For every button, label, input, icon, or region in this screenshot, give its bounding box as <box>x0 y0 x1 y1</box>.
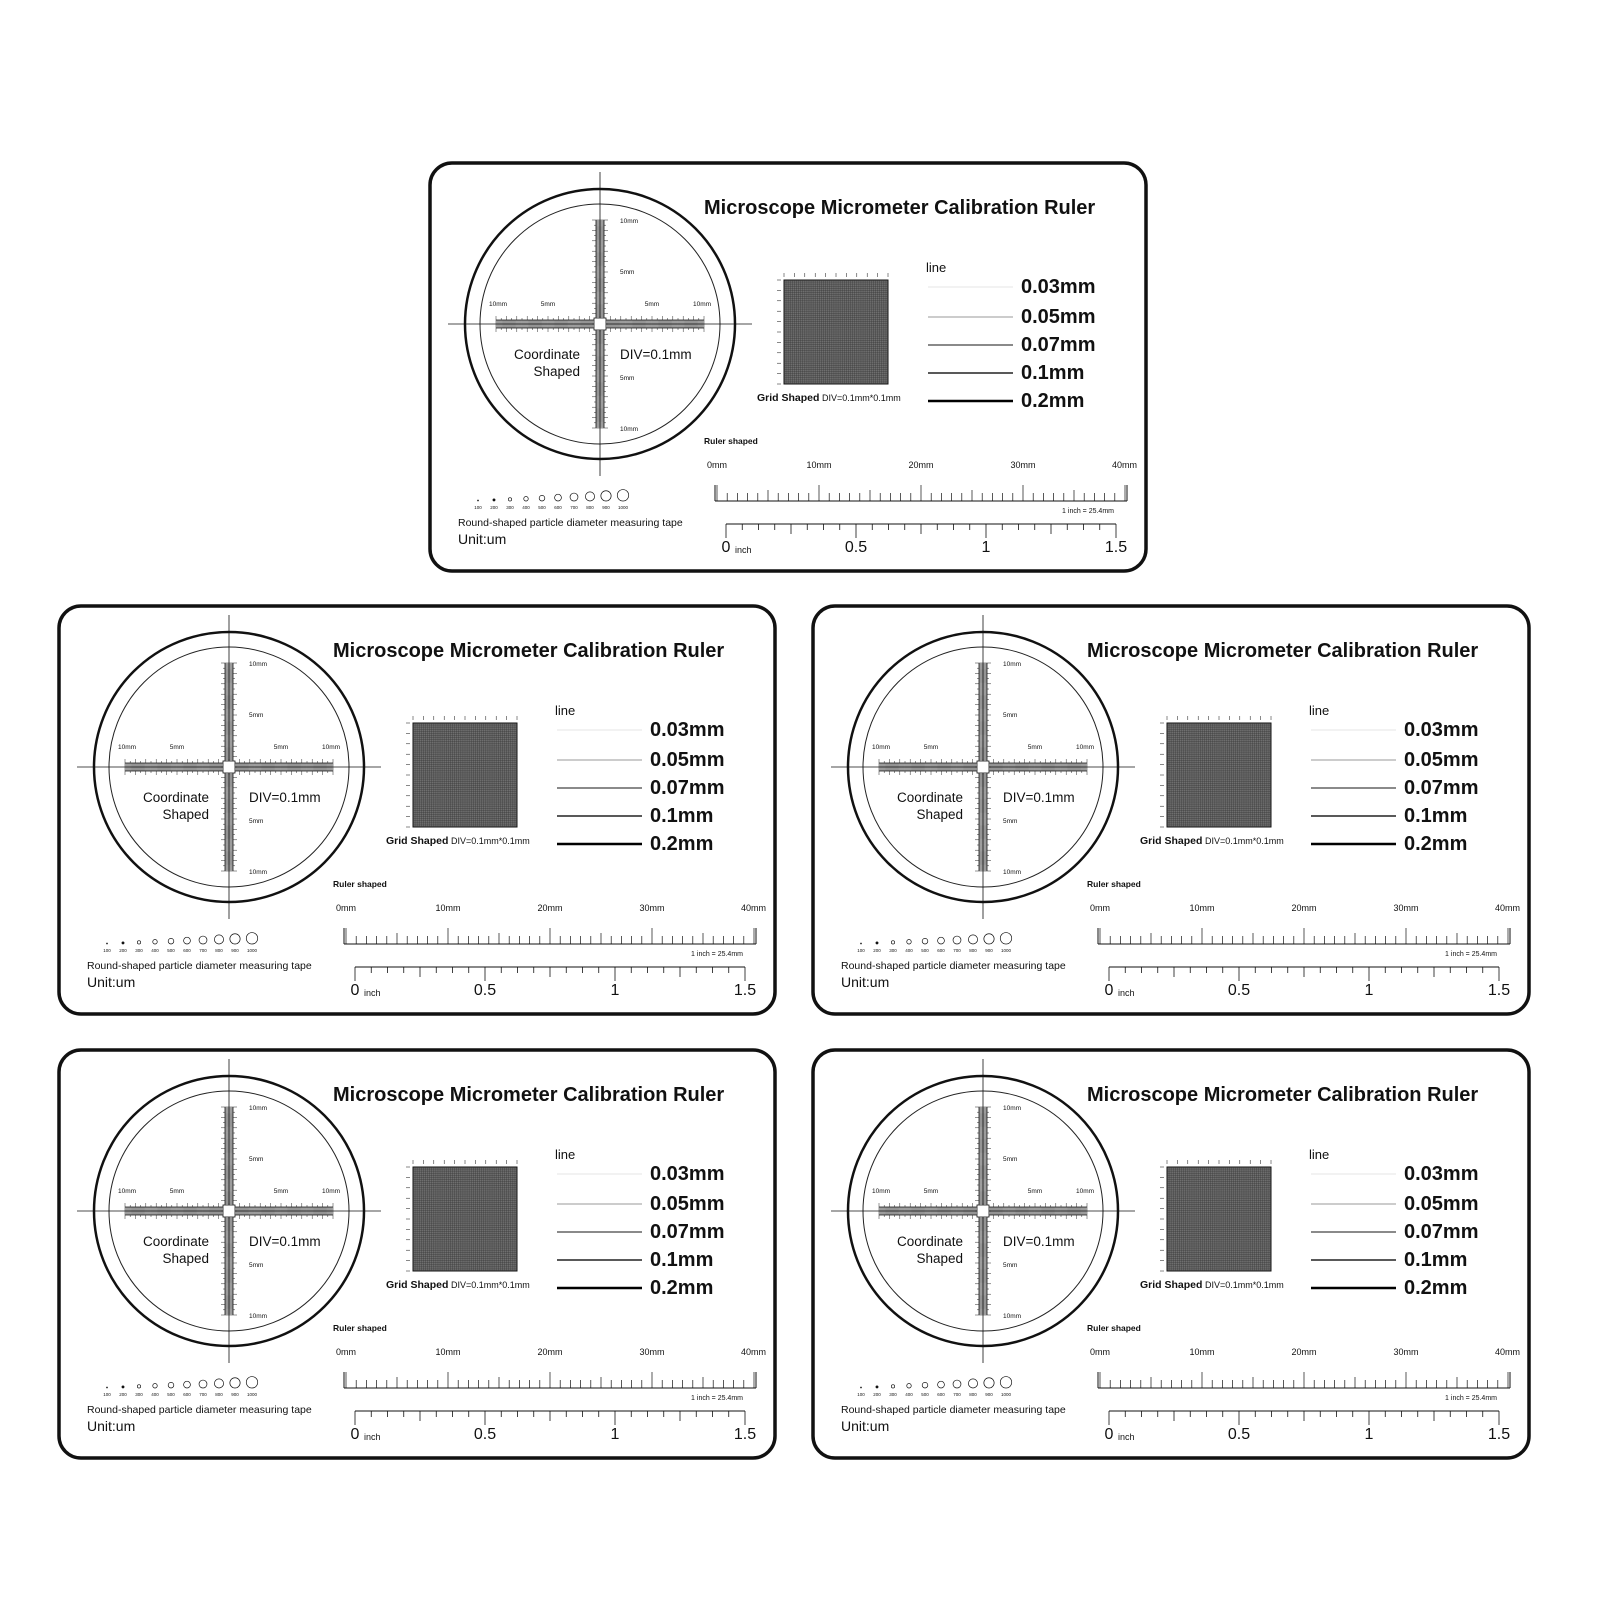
line-width-label: 0.2mm <box>1404 833 1468 855</box>
line-width-label: 0.1mm <box>1021 362 1085 384</box>
v-scale-label: 10mm <box>249 1313 268 1320</box>
inch-unit-label: inch <box>1118 988 1135 998</box>
h-scale-label: 10mm <box>692 301 712 308</box>
particle-size-label: 300 <box>135 1392 143 1397</box>
h-scale-label: 10mm <box>117 744 137 751</box>
shaped-label: Shaped <box>916 807 963 822</box>
line-width-label: 0.05mm <box>650 749 725 771</box>
coordinate-label: Coordinate <box>142 1234 209 1249</box>
calibration-card-1 <box>430 163 1146 571</box>
particle-unit-label: Unit:um <box>841 1418 890 1434</box>
line-heading: line <box>1309 703 1330 718</box>
inch-note: 1 inch = 25.4mm <box>691 951 743 958</box>
particle-tape-label: Round-shaped particle diameter measuring tape <box>87 1404 312 1416</box>
v-scale-label: 5mm <box>249 1156 264 1163</box>
coordinate-label: Coordinate <box>142 790 209 805</box>
line-width-label: 0.03mm <box>1404 719 1479 741</box>
line-width-label: 0.03mm <box>650 719 725 741</box>
particle-size-label: 200 <box>873 948 881 953</box>
mm-ruler-label: 20mm <box>537 903 563 913</box>
v-scale-label: 5mm <box>249 818 264 825</box>
inch-note: 1 inch = 25.4mm <box>1062 508 1114 515</box>
particle-circle <box>861 943 862 944</box>
card-title: Microscope Micrometer Calibration Ruler <box>333 1084 725 1106</box>
line-width-label: 0.05mm <box>1021 306 1096 328</box>
particle-size-label: 400 <box>905 948 913 953</box>
line-width-label: 0.05mm <box>1404 1193 1479 1215</box>
line-width-label: 0.2mm <box>1021 390 1085 412</box>
v-scale-label: 10mm <box>249 1105 268 1112</box>
particle-size-label: 600 <box>937 1392 945 1397</box>
particle-size-label: 700 <box>199 1392 207 1397</box>
line-width-label: 0.1mm <box>650 805 714 827</box>
inch-unit-label: inch <box>364 1432 381 1442</box>
h-scale-label: 10mm <box>1075 744 1095 751</box>
v-scale-label: 10mm <box>249 869 268 876</box>
inch-ruler-label: 1 <box>981 539 991 556</box>
mm-ruler-label: 30mm <box>639 903 665 913</box>
particle-circle <box>478 500 479 501</box>
particle-size-label: 900 <box>231 948 239 953</box>
particle-size-label: 300 <box>889 948 897 953</box>
particle-size-label: 800 <box>215 948 223 953</box>
mm-ruler-label: 30mm <box>1393 1347 1419 1357</box>
particle-tape-label: Round-shaped particle diameter measuring tape <box>841 960 1066 972</box>
mm-ruler-label: 40mm <box>1494 1347 1520 1357</box>
particle-size-label: 700 <box>953 1392 961 1397</box>
shaped-label: Shaped <box>162 807 209 822</box>
particle-circle <box>493 499 495 501</box>
h-scale-label: 5mm <box>273 1188 289 1195</box>
v-scale-label: 10mm <box>620 218 639 225</box>
center-box <box>977 761 989 773</box>
h-scale-label: 5mm <box>169 744 185 751</box>
particle-size-label: 700 <box>570 505 578 510</box>
inch-ruler-label: 0 <box>721 539 731 556</box>
line-width-label: 0.07mm <box>650 777 725 799</box>
inch-ruler-label: 1.5 <box>1104 539 1128 556</box>
particle-size-label: 100 <box>857 1392 865 1397</box>
particle-size-label: 400 <box>151 948 159 953</box>
line-width-label: 0.05mm <box>1404 749 1479 771</box>
shaped-label: Shaped <box>533 364 580 379</box>
inch-ruler-label: 1.5 <box>1487 982 1511 999</box>
particle-size-label: 800 <box>969 948 977 953</box>
calibration-card-3 <box>813 606 1529 1014</box>
h-scale-label: 5mm <box>923 744 939 751</box>
line-heading: line <box>555 1147 576 1162</box>
grid-shaped-label: Grid Shaped <box>386 835 449 847</box>
inch-unit-label: inch <box>735 545 752 555</box>
particle-size-label: 800 <box>969 1392 977 1397</box>
grid-shaped-label: Grid Shaped <box>1140 1279 1203 1291</box>
particle-circle <box>107 1387 108 1388</box>
v-scale-label: 5mm <box>1003 712 1018 719</box>
particle-size-label: 300 <box>889 1392 897 1397</box>
particle-size-label: 600 <box>554 505 562 510</box>
v-scale-label: 10mm <box>620 426 639 433</box>
particle-size-label: 1000 <box>1000 948 1012 953</box>
v-scale-label: 5mm <box>1003 1156 1018 1163</box>
grid-div-label: DIV=0.1mm*0.1mm <box>1205 1280 1284 1290</box>
shaped-label: Shaped <box>916 1251 963 1266</box>
mm-ruler-label: 10mm <box>435 1347 461 1357</box>
ruler-shaped-label: Ruler shaped <box>333 879 387 889</box>
particle-size-label: 1000 <box>1000 1392 1012 1397</box>
h-scale-label: 5mm <box>1027 744 1043 751</box>
line-width-label: 0.05mm <box>650 1193 725 1215</box>
particle-size-label: 200 <box>490 505 498 510</box>
coordinate-div-label: DIV=0.1mm <box>249 1234 321 1249</box>
coordinate-div-label: DIV=0.1mm <box>1003 1234 1075 1249</box>
inch-ruler-label: 1.5 <box>733 982 757 999</box>
inch-note: 1 inch = 25.4mm <box>691 1395 743 1402</box>
particle-size-label: 100 <box>474 505 482 510</box>
particle-size-label: 1000 <box>617 505 629 510</box>
particle-tape-label: Round-shaped particle diameter measuring tape <box>87 960 312 972</box>
inch-note: 1 inch = 25.4mm <box>1445 951 1497 958</box>
h-scale-label: 10mm <box>488 301 508 308</box>
mm-ruler-label: 40mm <box>740 903 766 913</box>
inch-ruler-label: 1 <box>1364 982 1374 999</box>
mm-ruler-label: 10mm <box>1189 1347 1215 1357</box>
mm-ruler-label: 40mm <box>740 1347 766 1357</box>
inch-ruler-label: 1.5 <box>1487 1426 1511 1443</box>
particle-size-label: 500 <box>538 505 546 510</box>
h-scale-label: 5mm <box>1027 1188 1043 1195</box>
coordinate-label: Coordinate <box>513 347 580 362</box>
inch-ruler-label: 1 <box>610 982 620 999</box>
line-width-label: 0.1mm <box>1404 1249 1468 1271</box>
h-scale-label: 5mm <box>169 1188 185 1195</box>
center-box <box>977 1205 989 1217</box>
mm-ruler-label: 10mm <box>435 903 461 913</box>
particle-size-label: 700 <box>953 948 961 953</box>
particle-size-label: 100 <box>103 1392 111 1397</box>
shaped-label: Shaped <box>162 1251 209 1266</box>
v-scale-label: 10mm <box>249 661 268 668</box>
mm-ruler-label: 20mm <box>908 460 934 470</box>
particle-size-label: 800 <box>215 1392 223 1397</box>
v-scale-label: 5mm <box>620 269 635 276</box>
line-width-label: 0.03mm <box>1404 1163 1479 1185</box>
particle-size-label: 600 <box>937 948 945 953</box>
v-scale-label: 5mm <box>249 712 264 719</box>
grid-shaped-label: Grid Shaped <box>757 392 820 404</box>
center-box <box>223 761 235 773</box>
particle-size-label: 300 <box>506 505 514 510</box>
line-width-label: 0.07mm <box>1404 1221 1479 1243</box>
line-width-label: 0.07mm <box>1021 334 1096 356</box>
particle-size-label: 100 <box>103 948 111 953</box>
particle-circle <box>107 943 108 944</box>
inch-ruler-label: 0.5 <box>473 1426 497 1443</box>
particle-size-label: 200 <box>873 1392 881 1397</box>
particle-size-label: 100 <box>857 948 865 953</box>
line-width-label: 0.03mm <box>1021 276 1096 298</box>
coordinate-label: Coordinate <box>896 1234 963 1249</box>
particle-size-label: 900 <box>985 948 993 953</box>
grid-div-label: DIV=0.1mm*0.1mm <box>451 836 530 846</box>
mm-ruler-label: 0mm <box>336 903 356 913</box>
mm-ruler-label: 30mm <box>1010 460 1036 470</box>
inch-ruler-label: 0.5 <box>473 982 497 999</box>
inch-ruler-label: 0 <box>350 982 360 999</box>
mm-ruler-label: 20mm <box>537 1347 563 1357</box>
particle-circle <box>861 1387 862 1388</box>
v-scale-label: 5mm <box>620 375 635 382</box>
particle-size-label: 500 <box>167 948 175 953</box>
particle-unit-label: Unit:um <box>458 531 507 547</box>
line-width-label: 0.2mm <box>650 1277 714 1299</box>
particle-size-label: 1000 <box>246 948 258 953</box>
inch-note: 1 inch = 25.4mm <box>1445 1395 1497 1402</box>
h-scale-label: 5mm <box>644 301 660 308</box>
line-width-label: 0.2mm <box>1404 1277 1468 1299</box>
h-scale-label: 10mm <box>321 1188 341 1195</box>
center-box <box>223 1205 235 1217</box>
h-scale-label: 5mm <box>923 1188 939 1195</box>
center-box <box>594 318 606 330</box>
line-width-label: 0.1mm <box>650 1249 714 1271</box>
grid-div-label: DIV=0.1mm*0.1mm <box>1205 836 1284 846</box>
particle-size-label: 900 <box>602 505 610 510</box>
particle-size-label: 900 <box>985 1392 993 1397</box>
h-scale-label: 10mm <box>321 744 341 751</box>
particle-circle <box>122 1386 124 1388</box>
mm-ruler-label: 20mm <box>1291 1347 1317 1357</box>
particle-size-label: 200 <box>119 1392 127 1397</box>
particle-size-label: 600 <box>183 948 191 953</box>
particle-size-label: 200 <box>119 948 127 953</box>
particle-size-label: 500 <box>921 948 929 953</box>
ruler-shaped-label: Ruler shaped <box>1087 879 1141 889</box>
line-width-label: 0.2mm <box>650 833 714 855</box>
card-title: Microscope Micrometer Calibration Ruler <box>1087 640 1479 662</box>
ruler-shaped-label: Ruler shaped <box>704 436 758 446</box>
particle-circle <box>122 942 124 944</box>
v-scale-label: 5mm <box>1003 818 1018 825</box>
grid-div-label: DIV=0.1mm*0.1mm <box>451 1280 530 1290</box>
card-title: Microscope Micrometer Calibration Ruler <box>704 197 1096 219</box>
inch-unit-label: inch <box>1118 1432 1135 1442</box>
coordinate-label: Coordinate <box>896 790 963 805</box>
grid-shaped-label: Grid Shaped <box>386 1279 449 1291</box>
v-scale-label: 10mm <box>1003 1105 1022 1112</box>
particle-size-label: 700 <box>199 948 207 953</box>
line-width-label: 0.07mm <box>650 1221 725 1243</box>
particle-tape-label: Round-shaped particle diameter measuring tape <box>458 517 683 529</box>
v-scale-label: 10mm <box>1003 869 1022 876</box>
mm-ruler-label: 40mm <box>1494 903 1520 913</box>
particle-tape-label: Round-shaped particle diameter measuring tape <box>841 1404 1066 1416</box>
h-scale-label: 10mm <box>117 1188 137 1195</box>
inch-ruler-label: 1.5 <box>733 1426 757 1443</box>
mm-ruler-label: 20mm <box>1291 903 1317 913</box>
inch-ruler-label: 0.5 <box>1227 1426 1251 1443</box>
coordinate-div-label: DIV=0.1mm <box>249 790 321 805</box>
calibration-card-4 <box>59 1050 775 1458</box>
coordinate-div-label: DIV=0.1mm <box>620 347 692 362</box>
card-title: Microscope Micrometer Calibration Ruler <box>1087 1084 1479 1106</box>
particle-size-label: 500 <box>167 1392 175 1397</box>
mm-ruler-label: 30mm <box>639 1347 665 1357</box>
particle-size-label: 1000 <box>246 1392 258 1397</box>
h-scale-label: 10mm <box>871 1188 891 1195</box>
inch-ruler-label: 0 <box>1104 1426 1114 1443</box>
calibration-card-5 <box>813 1050 1529 1458</box>
particle-circle <box>876 942 878 944</box>
inch-ruler-label: 0.5 <box>1227 982 1251 999</box>
mm-ruler-label: 0mm <box>707 460 727 470</box>
v-scale-label: 5mm <box>249 1262 264 1269</box>
mm-ruler-label: 10mm <box>1189 903 1215 913</box>
particle-size-label: 300 <box>135 948 143 953</box>
inch-ruler-label: 0.5 <box>844 539 868 556</box>
coordinate-div-label: DIV=0.1mm <box>1003 790 1075 805</box>
particle-size-label: 800 <box>586 505 594 510</box>
particle-unit-label: Unit:um <box>87 974 136 990</box>
particle-size-label: 400 <box>522 505 530 510</box>
line-width-label: 0.1mm <box>1404 805 1468 827</box>
particle-size-label: 600 <box>183 1392 191 1397</box>
particle-unit-label: Unit:um <box>87 1418 136 1434</box>
particle-circle <box>876 1386 878 1388</box>
line-heading: line <box>1309 1147 1330 1162</box>
line-heading: line <box>926 260 947 275</box>
h-scale-label: 10mm <box>871 744 891 751</box>
mm-ruler-label: 10mm <box>806 460 832 470</box>
inch-ruler-label: 1 <box>610 1426 620 1443</box>
calibration-card-2 <box>59 606 775 1014</box>
h-scale-label: 10mm <box>1075 1188 1095 1195</box>
v-scale-label: 10mm <box>1003 661 1022 668</box>
h-scale-label: 5mm <box>540 301 556 308</box>
inch-ruler-label: 0 <box>1104 982 1114 999</box>
line-width-label: 0.03mm <box>650 1163 725 1185</box>
mm-ruler-label: 0mm <box>336 1347 356 1357</box>
particle-size-label: 900 <box>231 1392 239 1397</box>
particle-unit-label: Unit:um <box>841 974 890 990</box>
line-heading: line <box>555 703 576 718</box>
inch-ruler-label: 1 <box>1364 1426 1374 1443</box>
particle-size-label: 500 <box>921 1392 929 1397</box>
v-scale-label: 10mm <box>1003 1313 1022 1320</box>
grid-shaped-label: Grid Shaped <box>1140 835 1203 847</box>
line-width-label: 0.07mm <box>1404 777 1479 799</box>
particle-size-label: 400 <box>151 1392 159 1397</box>
mm-ruler-label: 40mm <box>1111 460 1137 470</box>
particle-size-label: 400 <box>905 1392 913 1397</box>
mm-ruler-label: 0mm <box>1090 1347 1110 1357</box>
ruler-shaped-label: Ruler shaped <box>333 1323 387 1333</box>
mm-ruler-label: 30mm <box>1393 903 1419 913</box>
inch-ruler-label: 0 <box>350 1426 360 1443</box>
grid-div-label: DIV=0.1mm*0.1mm <box>822 393 901 403</box>
v-scale-label: 5mm <box>1003 1262 1018 1269</box>
ruler-shaped-label: Ruler shaped <box>1087 1323 1141 1333</box>
card-title: Microscope Micrometer Calibration Ruler <box>333 640 725 662</box>
mm-ruler-label: 0mm <box>1090 903 1110 913</box>
inch-unit-label: inch <box>364 988 381 998</box>
h-scale-label: 5mm <box>273 744 289 751</box>
